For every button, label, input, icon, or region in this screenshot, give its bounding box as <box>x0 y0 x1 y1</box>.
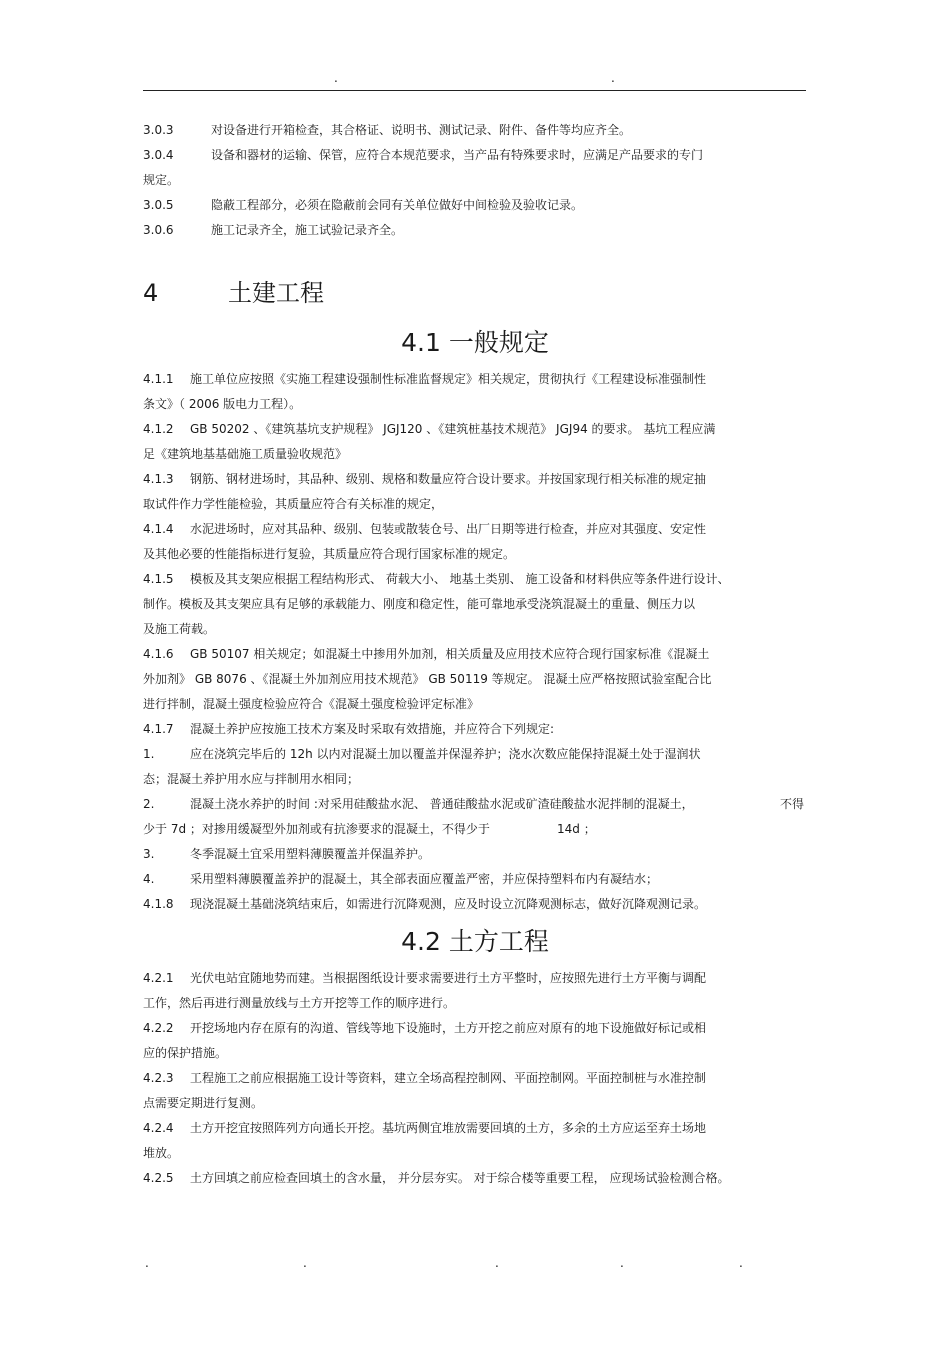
list-text: 应在浇筑完毕后的 12h 以内对混凝土加以覆盖并保湿养护；浇水次数应能保持混凝土处于湿润状 <box>190 747 701 761</box>
list-number: 2. <box>143 797 155 811</box>
clause-text-continuation: 制作。模板及其支架应具有足够的承载能力、刚度和稳定性，能可靠地承受浇筑混凝土的重量、侧压力以 <box>143 597 696 611</box>
list-text: 混凝土浇水养护的时间 :对采用硅酸盐水泥、 普通硅酸盐水泥或矿渣硅酸盐水泥拌制的混凝土， <box>190 797 694 811</box>
header-dot-left: . <box>334 71 338 85</box>
list-number: 3. <box>143 847 155 861</box>
clause-text-continuation: 点需要定期进行复测。 <box>143 1096 264 1110</box>
list-text-tail: 14d ； <box>557 822 596 836</box>
clause-number: 3.0.4 <box>143 148 174 162</box>
section-heading-4-2: 4.2 土方工程 <box>401 927 549 956</box>
list-text-tail: 不得 <box>780 797 805 811</box>
clause-text: 现浇混凝土基础浇筑结束后，如需进行沉降观测，应及时设立沉降观测标志，做好沉降观测记录。 <box>190 897 707 911</box>
clause-number: 4.1.3 <box>143 472 174 486</box>
list-number: 1. <box>143 747 155 761</box>
footer-dot: . <box>739 1256 743 1270</box>
list-text-continuation: 态；混凝土养护用水应与拌制用水相同； <box>143 772 360 786</box>
section-heading-4-1: 4.1 一般规定 <box>401 328 549 357</box>
clause-text-continuation: 工作，然后再进行测量放线与土方开挖等工作的顺序进行。 <box>143 996 456 1010</box>
clause-text: 钢筋、钢材进场时，其品种、级别、规格和数量应符合设计要求。并按国家现行相关标准的规定抽 <box>190 472 707 486</box>
clause-text-continuation: 进行拌制，混凝土强度检验应符合《混凝土强度检验评定标准》 <box>143 697 480 711</box>
clause-number: 3.0.3 <box>143 123 174 137</box>
clause-text-continuation: 足《建筑地基基础施工质量验收规范》 <box>143 447 348 461</box>
footer-dot: . <box>495 1256 499 1270</box>
list-number: 4. <box>143 872 155 886</box>
clause-number: 4.2.4 <box>143 1121 174 1135</box>
clause-number: 4.2.5 <box>143 1171 174 1185</box>
list-text: 冬季混凝土宜采用塑料薄膜覆盖并保温养护。 <box>190 847 431 861</box>
clause-text: 对设备进行开箱检查，其合格证、说明书、测试记录、附件、备件等均应齐全。 <box>211 123 632 137</box>
clause-text-continuation: 及施工荷载。 <box>143 622 216 636</box>
clause-number: 4.1.5 <box>143 572 174 586</box>
clause-number: 4.1.2 <box>143 422 174 436</box>
clause-text: 混凝土养护应按施工技术方案及时采取有效措施，并应符合下列规定: <box>190 722 555 736</box>
clause-text: 施工记录齐全，施工试验记录齐全。 <box>211 223 404 237</box>
clause-text: 模板及其支架应根据工程结构形式、 荷载大小、 地基土类别、 施工设备和材料供应等条件进行设计、 <box>190 572 730 586</box>
clause-text-continuation: 及其他必要的性能指标进行复验，其质量应符合现行国家标准的规定。 <box>143 547 516 561</box>
clause-text: 土方开挖宜按照阵列方向通长开挖。基坑两侧宜堆放需要回填的土方，多余的土方应运至弃土场地 <box>190 1121 707 1135</box>
chapter-title: 土建工程 <box>228 279 324 307</box>
header-rule <box>143 90 806 91</box>
footer-dot: . <box>145 1256 149 1270</box>
clause-number: 4.1.8 <box>143 897 174 911</box>
clause-number: 4.2.3 <box>143 1071 174 1085</box>
chapter-number: 4 <box>143 279 159 307</box>
clause-text: 水泥进场时，应对其品种、级别、包装或散装仓号、出厂日期等进行检查，并应对其强度、安定性 <box>190 522 707 536</box>
footer-dot: . <box>620 1256 624 1270</box>
clause-number: 4.2.2 <box>143 1021 174 1035</box>
clause-text-continuation: 堆放。 <box>143 1146 180 1160</box>
clause-text: 施工单位应按照《实施工程建设强制性标准监督规定》相关规定，贯彻执行《工程建设标准强制性 <box>190 372 707 386</box>
clause-number: 4.1.7 <box>143 722 174 736</box>
clause-text-continuation: 应的保护措施。 <box>143 1046 228 1060</box>
clause-text: GB 50202 、《建筑基坑支护规程》 JGJ120 、《建筑桩基技术规范》 JGJ94 的要求。 基坑工程应满 <box>190 422 716 436</box>
clause-text-continuation: 取试件作力学性能检验，其质量应符合有关标准的规定， <box>143 497 444 511</box>
clause-text: GB 50107 相关规定；如混凝土中掺用外加剂，相关质量及应用技术应符合现行国家标准《混凝土 <box>190 647 710 661</box>
clause-text: 隐蔽工程部分，必须在隐蔽前会同有关单位做好中间检验及验收记录。 <box>211 198 584 212</box>
clause-number: 4.1.1 <box>143 372 174 386</box>
clause-number: 3.0.6 <box>143 223 174 237</box>
clause-text: 工程施工之前应根据施工设计等资料，建立全场高程控制网、平面控制网。平面控制桩与水准控制 <box>190 1071 707 1085</box>
clause-number: 3.0.5 <box>143 198 174 212</box>
clause-text-continuation: 条文》（ 2006 版电力工程）。 <box>143 397 302 411</box>
list-text: 采用塑料薄膜覆盖养护的混凝土，其全部表面应覆盖严密，并应保持塑料布内有凝结水； <box>190 872 659 886</box>
clause-text: 光伏电站宜随地势而建。当根据图纸设计要求需要进行土方平整时，应按照先进行土方平衡与调配 <box>190 971 707 985</box>
list-text-continuation: 少于 7d ；对掺用缓凝型外加剂或有抗渗要求的混凝土，不得少于 <box>143 822 490 836</box>
header-dot-right: . <box>611 71 615 85</box>
clause-text-continuation: 外加剂》 GB 8076 、《混凝土外加剂应用技术规范》 GB 50119 等规定。 混凝土应严格按照试验室配合比 <box>143 672 712 686</box>
clause-text-continuation: 规定。 <box>143 173 180 187</box>
clause-text: 设备和器材的运输、保管，应符合本规范要求，当产品有特殊要求时，应满足产品要求的专门 <box>211 148 704 162</box>
footer-dot: . <box>303 1256 307 1270</box>
clause-number: 4.2.1 <box>143 971 174 985</box>
clause-text: 土方回填之前应检查回填土的含水量， 并分层夯实。 对于综合楼等重要工程， 应现场试验检测合格。 <box>190 1171 730 1185</box>
clause-number: 4.1.4 <box>143 522 174 536</box>
clause-text: 开挖场地内存在原有的沟道、管线等地下设施时，土方开挖之前应对原有的地下设施做好标记或相 <box>190 1021 707 1035</box>
clause-number: 4.1.6 <box>143 647 174 661</box>
